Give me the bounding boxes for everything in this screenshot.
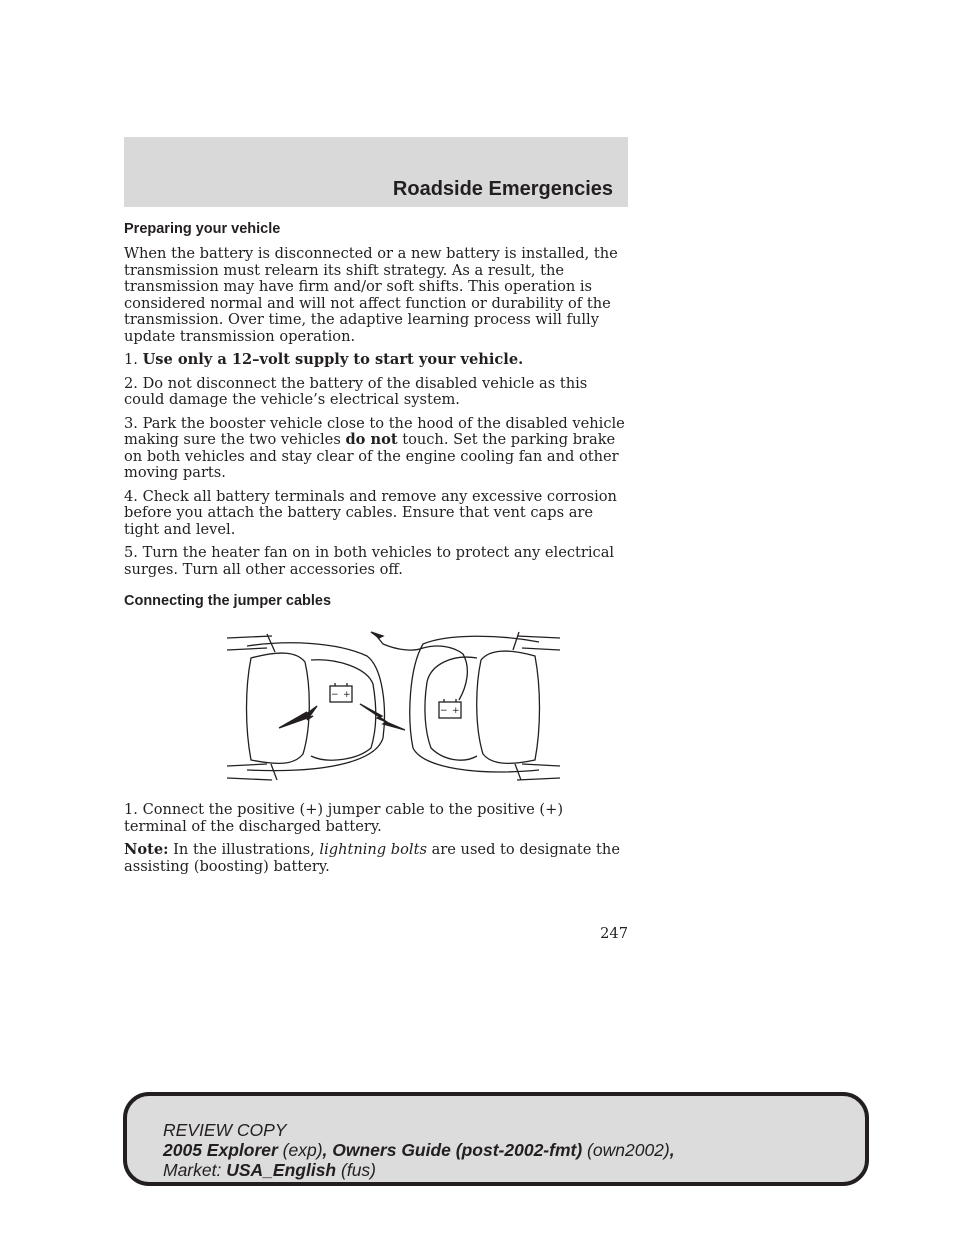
footer-guide-code: (own2002)	[587, 1140, 670, 1160]
footer-comma: ,	[669, 1140, 675, 1160]
disabled-vehicle-illustration	[227, 634, 384, 780]
review-copy-footer	[123, 1092, 869, 1186]
lightning-bolt-icon	[360, 704, 405, 730]
footer-market-code: (fus)	[341, 1160, 376, 1180]
step-2: 2. Do not disconnect the battery of the disabled vehicle as this could damage the vehicle’s electrical system.	[124, 374, 588, 408]
step-3-text-b: touch. Set the parking brake on both vehicles and stay clear of the engine cooling fan and other moving parts.	[124, 431, 619, 481]
jumper-cable-diagram	[227, 628, 560, 788]
intro-paragraph: When the battery is disconnected or a new battery is installed, the transmission must relearn its shift strategy. As a result, the transmission may have firm and/or soft shifts. This operation is considered normal and will not affect function or durability of the transmission. Over time, the adaptive learning process will fully update transmission operation.	[124, 245, 618, 345]
booster-battery-minus: −	[331, 690, 339, 700]
step-3-emphasis: do not	[345, 431, 398, 448]
jumper-cable	[375, 634, 467, 700]
footer-market: USA_English	[226, 1160, 337, 1180]
step-1	[124, 352, 629, 369]
connect-step-1: 1. Connect the positive (+) jumper cable to the positive (+) terminal of the discharged battery.	[124, 801, 564, 835]
jumper-diagram-svg	[227, 628, 560, 788]
note-paragraph	[124, 842, 629, 875]
booster-vehicle-illustration	[410, 632, 560, 780]
section-heading-preparing: Preparing your vehicle	[124, 221, 281, 237]
cable-clamp-icon	[371, 632, 383, 638]
disabled-battery-minus: −	[440, 706, 448, 716]
footer-guide: , Owners Guide (post-2002-fmt)	[322, 1140, 583, 1160]
step-1-text: Use only a 12–volt supply to start your vehicle.	[142, 351, 524, 368]
step-4: 4. Check all battery terminals and remove any excessive corrosion before you attach the battery cables. Ensure that vent caps are tight and level.	[124, 487, 617, 538]
page-title: Roadside Emergencies	[392, 178, 613, 200]
step-5: 5. Turn the heater fan on in both vehicles to protect any electrical surges. Turn all other accessories off.	[124, 544, 615, 578]
step-1-number: 1.	[124, 351, 138, 368]
header-band	[124, 137, 628, 207]
booster-battery-plus: +	[343, 690, 351, 700]
main-content	[124, 220, 629, 882]
disabled-battery-plus: +	[452, 706, 460, 716]
note-label: Note:	[124, 841, 169, 858]
footer-market-label: Market:	[163, 1160, 222, 1180]
note-text-b: are used to designate the assisting (boosting) battery.	[124, 841, 620, 875]
section-heading-connecting: Connecting the jumper cables	[124, 593, 332, 609]
page-number: 247	[600, 925, 628, 942]
footer-review-copy: REVIEW COPY	[163, 1120, 287, 1140]
footer-text	[163, 1120, 675, 1180]
footer-model-code: (exp)	[282, 1140, 323, 1160]
step-3-text-a: 3. Park the booster vehicle close to the hood of the disabled vehicle making sure the two vehicles	[124, 414, 625, 448]
footer-model: 2005 Explorer	[163, 1140, 278, 1160]
lightning-bolt-icon	[279, 706, 317, 728]
step-3	[124, 416, 629, 482]
note-text-a: In the illustrations,	[173, 841, 315, 858]
note-emphasis: lightning bolts	[319, 841, 427, 858]
